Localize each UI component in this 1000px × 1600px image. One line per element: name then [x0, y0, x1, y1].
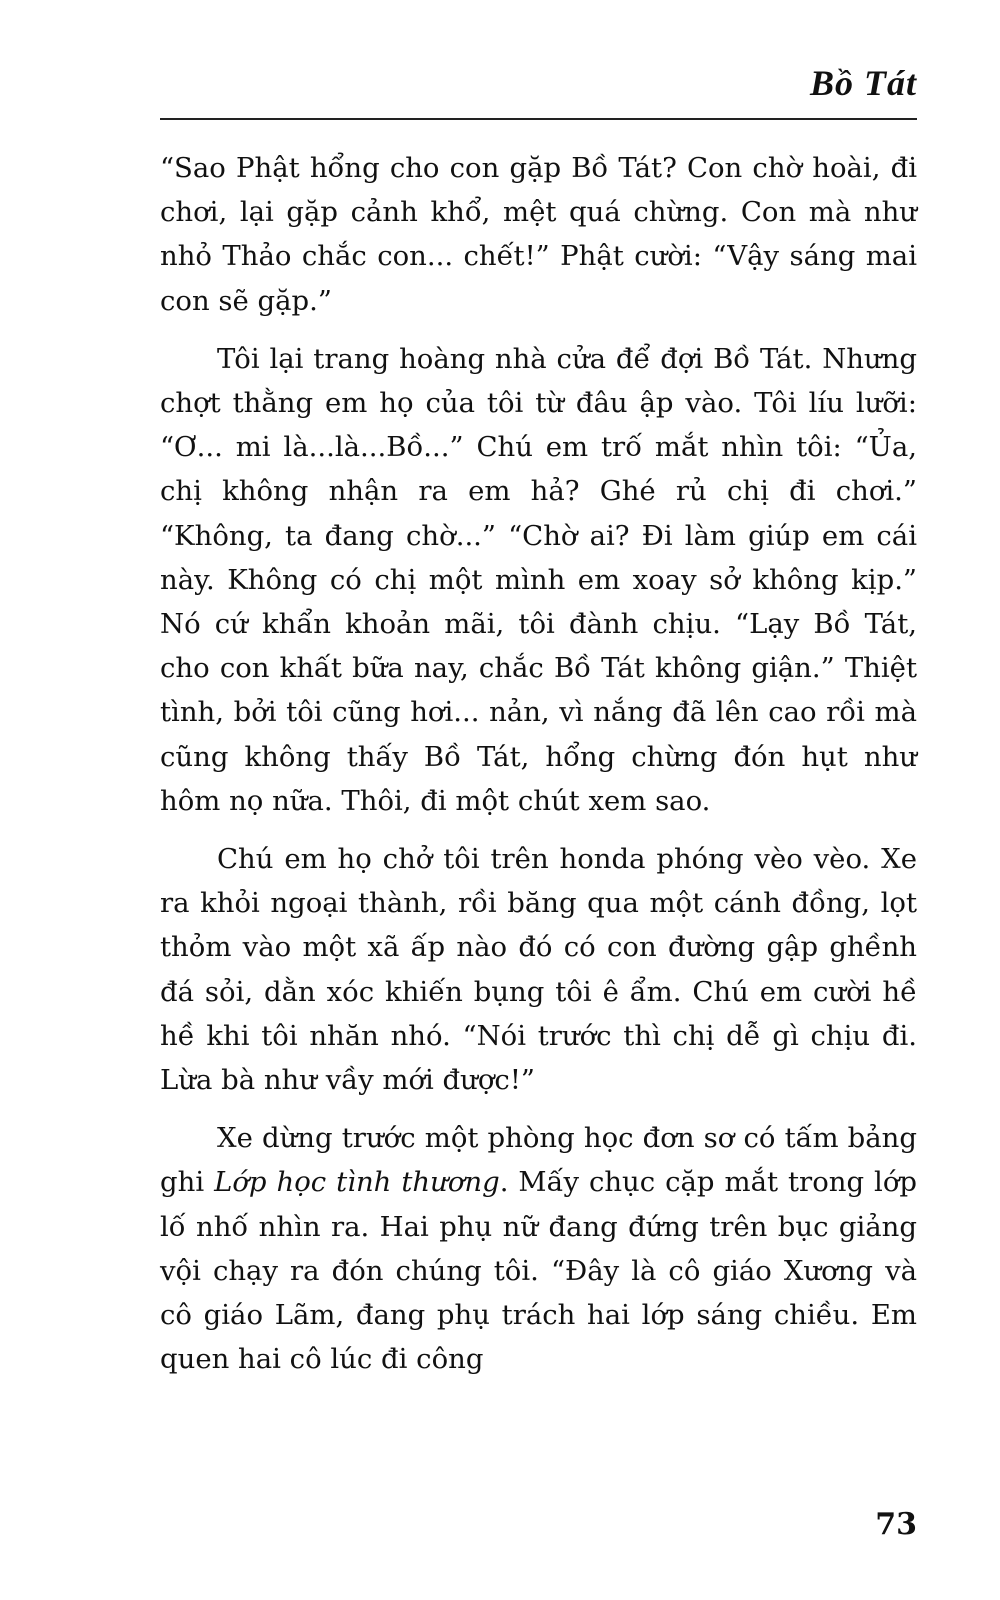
paragraph-1: “Sao Phật hổng cho con gặp Bồ Tát? Con chờ hoài, đi chơi, lại gặp cảnh khổ, mệt quá chừng. Con mà như nhỏ Thảo chắc con... chết!” Phật cười: “Vậy sáng mai con sẽ gặp.”: [160, 152, 917, 317]
paragraph-4-before: Xe dừng trước một phòng học đơn sơ có tấm bảng ghi: [160, 1122, 917, 1199]
paragraph-4-after: . Mấy chục cặp mắt trong lớp lố nhố nhìn ra. Hai phụ nữ đang đứng trên bục giảng vội chạy ra đón chúng tôi. “Đây là cô giáo Xương và cô giáo Lãm, đang phụ trách hai lớp sáng chiều. Em quen hai cô lúc đi công: [160, 1166, 917, 1376]
paragraph-3: Chú em họ chở tôi trên honda phóng vèo vèo. Xe ra khỏi ngoại thành, rồi băng qua một cánh đồng, lọt thỏm vào một xã ấp nào đó có con đường gập ghềnh đá sỏi, dằn xóc khiến bụng tôi ê ẩm. Chú em cười hề hề khi tôi nhăn nhó. “Nói trước thì chị dễ gì chịu đi. Lừa bà như vầy mới được!”: [160, 843, 917, 1097]
paragraph-4: [160, 1116, 917, 1381]
header-rule: [160, 118, 917, 120]
paragraph-2: Tôi lại trang hoàng nhà cửa để đợi Bồ Tát. Nhưng chợt thằng em họ của tôi từ đâu ập vào. Tôi líu lưỡi: “Ơ... mi là...là...Bồ...” Chú em trố mắt nhìn tôi: “Ủa, chị không nhận ra em hả? Ghé rủ chị đi chơi.” “Không, ta đang chờ...” “Chờ ai? Đi làm giúp em cái này. Không có chị một mình em xoay sở không kịp.” Nó cứ khẩn khoản mãi, tôi đành chịu. “Lạy Bồ Tát, cho con khất bữa nay, chắc Bồ Tát không giận.” Thiệt tình, bởi tôi cũng hơi... nản, vì nắng đã lên cao rồi mà cũng không thấy Bồ Tát, hổng chừng đón hụt như hôm nọ nữa. Thôi, đi một chút xem sao.: [160, 342, 917, 817]
running-header: Bồ Tát: [809, 63, 917, 103]
page-number: 73: [875, 1507, 917, 1542]
body-text: [160, 146, 917, 1395]
class-name-italic: Lớp học tình thương: [214, 1166, 500, 1199]
